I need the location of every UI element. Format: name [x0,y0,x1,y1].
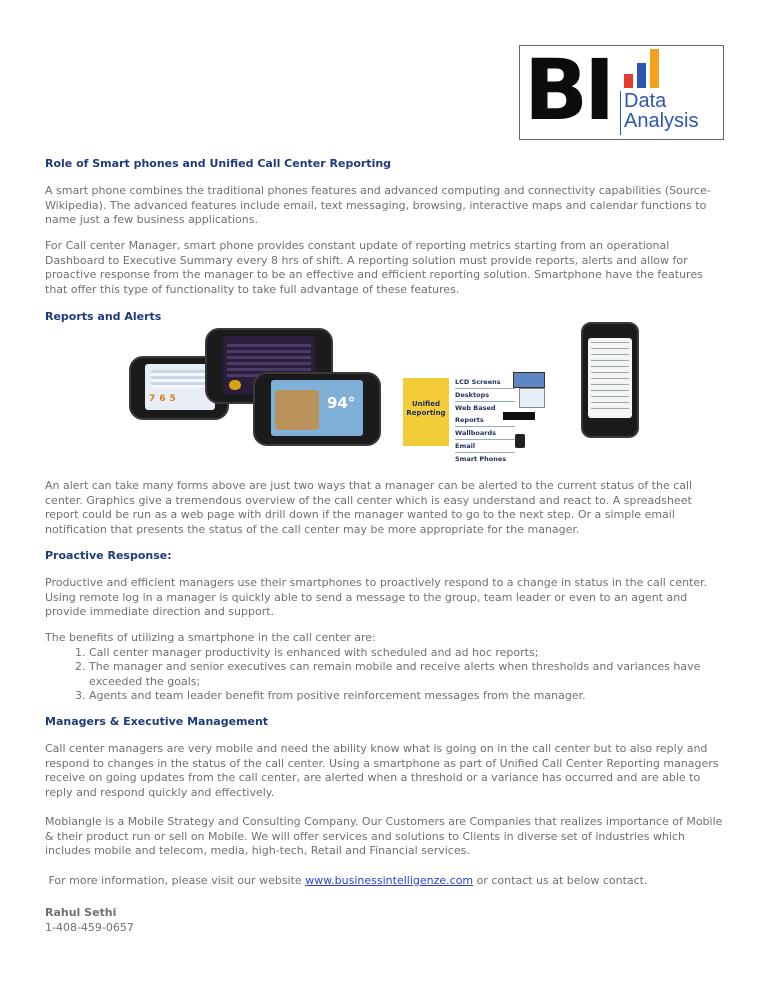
para-smart-phone-definition [45,184,727,228]
list-item: 1. Call center manager productivity is enhanced with scheduled and ad hoc reports; [89,646,727,661]
channel-web-reports: Web Based Reports [455,402,515,427]
logo-divider [620,91,621,135]
smartphone-reporting-illustration [125,322,645,463]
channel-desktops: Desktops [455,389,515,402]
contact-paragraph [45,874,727,889]
desktop-thumb [519,388,545,408]
paragraph: For Call center Manager, smart phone provides constant update of reporting metrics starting from an operational Dashboard to Executive Summary every 8 hrs of shift. A reporting solution must provide reports, alerts and allow for proactive response from the manager to be an effective and efficient reporting solution. Smartphone have the features that offer this type of functionality to take full advantage of these features. [45,239,703,296]
channel-smart-phones: Smart Phones [455,455,507,463]
heading-managers-executive: Managers & Executive Management [45,715,269,728]
channel-list [455,376,515,465]
logo-bar-red [624,74,633,88]
logo-line1: Data [624,90,667,112]
logo-line2: Analysis [624,110,699,132]
unified-reporting-diagram [403,372,563,463]
logo-bar-blue [637,63,646,88]
map-graphic [275,390,319,430]
para-alert-forms [45,479,727,537]
contact-line [45,874,727,889]
list-item: 3. Agents and team leader benefit from positive reinforcement messages from the manager. [89,689,727,704]
channel-wallboards: Wallboards [455,427,515,440]
para-call-center-manager [45,239,727,297]
heading-reports-alerts: Reports and Alerts [45,310,162,323]
channel-email: Email [455,440,515,453]
benefits-list [45,646,727,704]
benefits-block [45,631,727,704]
email-text-lines [591,342,629,412]
number-7: 7 [149,394,160,404]
paragraph: Mobiangle is a Mobile Strategy and Consulting Company. Our Customers are Companies that realizes importance of Mobile & their product run or sell on Mobile. We will offer services and solutions to Clients in diverse set of industries which includes mobile and telecom, media, high-tech, Retail and Financial services. [45,815,723,858]
para-productive-managers [45,576,727,620]
lcd-screen-thumb [513,372,545,388]
unified-reporting-label: Unified Reporting [406,400,446,417]
phone-thumb [515,434,525,448]
bi-data-analysis-logo [519,41,724,140]
logo-letters: BI [524,41,612,139]
paragraph: Call center managers are very mobile and need the ability know what is going on in the call center but to also reply and respond to changes in the status of the call center. Using a smartphone as part of Unified Call Center Reporting managers receive on going updates from the call center, are alerted when a threshold or a variance has occurred and are able to reply and respond quickly and effectively. [45,742,719,799]
number-5: 5 [169,394,180,404]
contact-prefix: For more information, please visit our website [45,874,306,887]
channel-lcd: LCD Screens [455,376,515,389]
weather-temperature: 94° [327,394,356,412]
para-mobiangle [45,815,727,859]
signature-name [45,906,116,919]
heading-proactive-response: Proactive Response: [45,549,172,562]
table-graphic [151,370,209,388]
paragraph: Productive and efficient managers use their smartphones to proactively respond to a change in status in the call center. Using remote log in a manager is quickly able to send a message to the group, team leader or even to an agent and provide immediate direction and support. [45,576,708,619]
phone-screen-weather [271,380,363,436]
heading-smart-phones: Role of Smart phones and Unified Call Center Reporting [45,157,392,170]
number-6: 6 [159,394,170,404]
paragraph: A smart phone combines the traditional phones features and advanced computing and connectivity capabilities (Source-Wikipedia). The advanced features include email, text messaging, browsing, interactive maps and calendar functions to name just a few business applications. [45,184,711,227]
logo-text [624,91,698,131]
signature-phone: 1-408-459-0657 [45,921,134,934]
gauge-graphic [229,380,241,390]
para-mobile-managers [45,742,727,800]
phone-screen-email [588,338,632,418]
wallboard-thumb [503,412,535,420]
logo-bar-orange [650,49,659,88]
benefits-intro: The benefits of utilizing a smartphone in the call center are: [45,631,376,644]
unified-reporting-box [403,378,449,446]
phone-portrait-email [581,322,639,438]
phone-landscape-weather [253,372,381,446]
name: Rahul Sethi [45,906,117,919]
list-item: 2. The manager and senior executives can remain mobile and receive alerts when thresholds and variances have exceeded the goals; [89,660,727,689]
contact-suffix: or contact us at below contact. [473,874,648,887]
website-link[interactable]: www.businessintelligenze.com [305,874,474,887]
paragraph: An alert can take many forms above are just two ways that a manager can be alerted to the current status of the call center. Graphics give a tremendous overview of the call center which is easy understand and react to. A spreadsheet report could be run as a web page with drill down if the manager wanted to go to the next step. Or a simple email notification that presents the status of the call center may be more appropriate for the manager. [45,479,693,536]
